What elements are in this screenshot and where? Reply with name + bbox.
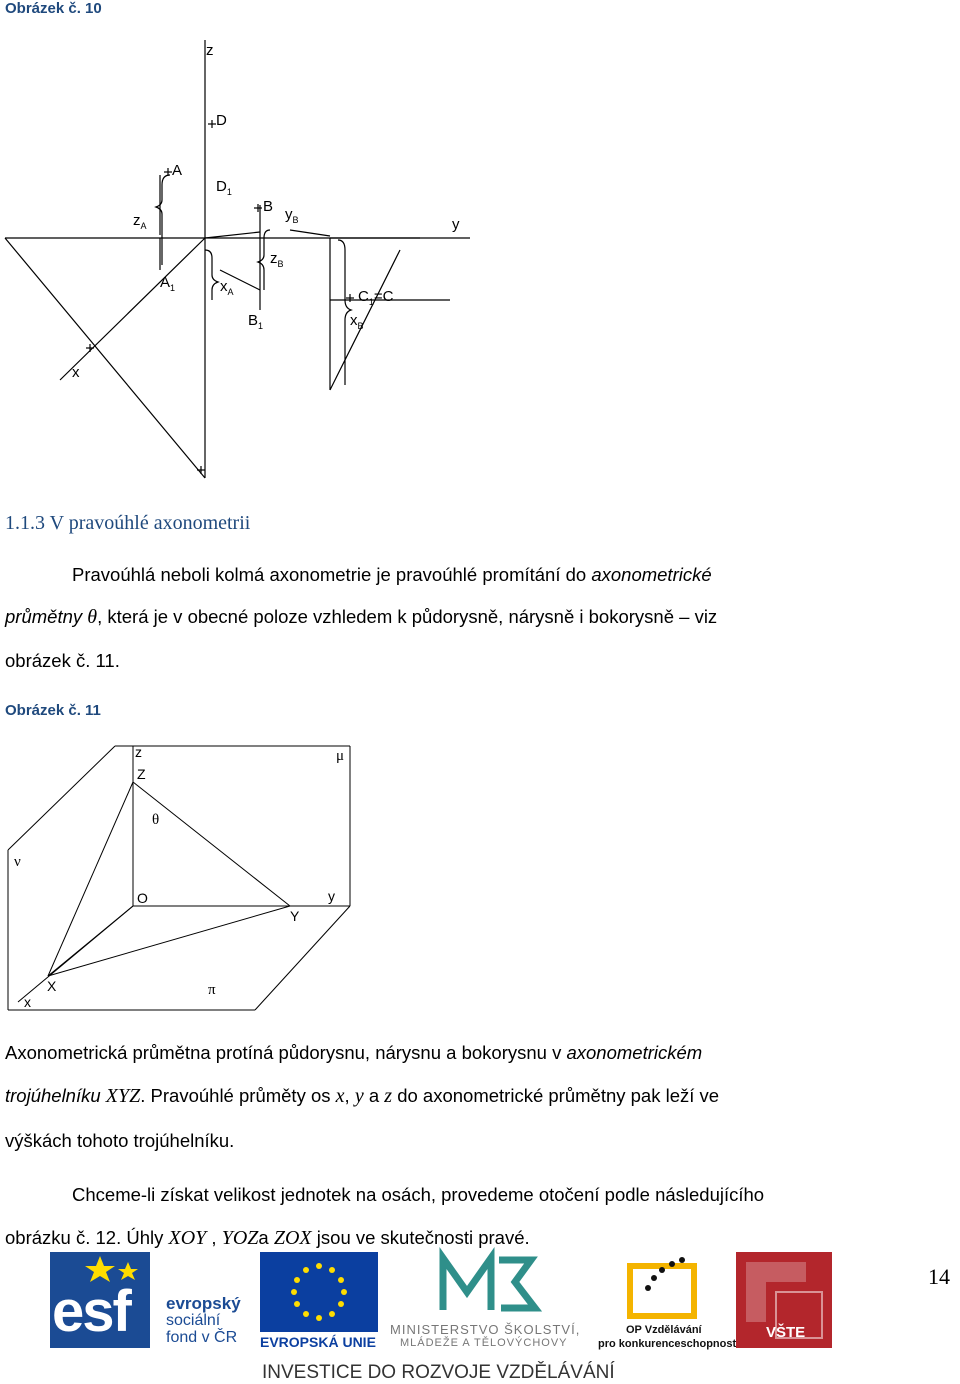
investice-banner: INVESTICE DO ROZVOJE VZDĚLÁVÁNÍ (262, 1362, 615, 1383)
msmt-text-1: MINISTERSTVO ŠKOLSTVÍ, (390, 1322, 581, 1337)
fig10-label-b1: $B_1$ (248, 312, 264, 331)
fig11-label-o: O (137, 890, 148, 906)
vste-text: VŠTE (766, 1324, 806, 1341)
eu-text: EVROPSKÁ UNIE (260, 1334, 376, 1350)
fig10-label-z: z (206, 42, 214, 59)
fig11-label-y-small: y (328, 888, 335, 904)
paragraph-3-line-2: obrázku č. 12. Úhly XOY , YOZa ZOX jsou ve skutečnosti pravé. (5, 1227, 530, 1249)
vste-logo (736, 1252, 832, 1348)
paragraph-1-line-1: Pravoúhlá neboli kolmá axonometrie je pravoúhlé promítání do axonometrické (72, 564, 712, 585)
fig11-label-nu: ν (14, 854, 21, 870)
esf-mark: esf (52, 1279, 130, 1344)
op-text-1: OP Vzdělávání (626, 1324, 702, 1336)
fig11-label-x-big: X (47, 978, 57, 994)
fig11-label-z-big: Z (137, 766, 146, 782)
fig11-label-x-small: x (24, 994, 31, 1010)
paragraph-2-line-2: trojúhelníku XYZ. Pravoúhlé průměty os x, y a z do axonometrické průmětny pak leží ve (5, 1085, 720, 1107)
fig10-label-y: y (452, 216, 460, 233)
page-number: 14 (928, 1264, 950, 1289)
figure-10-diagram (0, 0, 960, 500)
fig11-label-pi: π (208, 982, 216, 998)
msmt-text-2: MLÁDEŽE A TĚLOVÝCHOVY (400, 1337, 568, 1349)
op-logo (598, 1252, 737, 1352)
fig10-label-xa: $x_A$ (220, 278, 234, 297)
fig10-label-b: B (263, 198, 274, 215)
msmt-logo (390, 1252, 590, 1352)
esf-text-3: fond v ČR (166, 1329, 238, 1346)
eu-flag (260, 1252, 378, 1332)
fig10-label-xb: $x_B$ (350, 312, 364, 331)
op-text-2: pro konkurenceschopnost (598, 1338, 737, 1350)
paragraph-3-line-1: Chceme-li získat velikost jednotek na osách, provedeme otočení podle následujícího (72, 1184, 765, 1205)
paragraph-2-line-3: výškách tohoto trojúhelníku. (5, 1130, 235, 1151)
esf-text-1: evropský (166, 1294, 241, 1313)
fig10-label-a1: $A_1$ (160, 274, 176, 293)
fig10-label-zb: $z_B$ (270, 250, 284, 269)
fig10-label-d: D (216, 112, 227, 129)
fig10-label-x: x (72, 364, 80, 381)
fig11-label-mu: μ (336, 748, 345, 764)
paragraph-1-line-2: průmětny θ, která je v obecné poloze vzhledem k půdorysně, nárysně i bokorysně – viz (5, 606, 718, 628)
eu-logo (260, 1252, 380, 1352)
fig10-label-a: A (172, 162, 183, 179)
figure-11-caption: Obrázek č. 11 (5, 702, 101, 719)
paragraph-2-line-1: Axonometrická průmětna protíná půdorysnu, nárysnu a bokorysnu v axonometrickém (5, 1042, 703, 1063)
figure-10-caption: Obrázek č. 10 (5, 0, 102, 17)
fig11-label-z-small: z (135, 744, 142, 760)
fig10-label-d1: $D_1$ (216, 178, 232, 197)
fig11-label-theta: θ (152, 812, 160, 828)
op-mark (618, 1252, 708, 1322)
msmt-mark (435, 1252, 555, 1316)
section-heading: 1.1.3 V pravoúhlé axonometrii (5, 512, 251, 534)
fig10-label-za: $z_A$ (133, 212, 147, 231)
fig10-label-c1c: $C_1=C$ (358, 288, 394, 307)
fig10-label-yb: $y_B$ (285, 206, 299, 225)
fig11-label-y-big: Y (290, 908, 300, 924)
esf-logo (50, 1252, 250, 1352)
esf-text-2: sociální (166, 1312, 221, 1329)
paragraph-1-line-3: obrázek č. 11. (5, 650, 120, 671)
